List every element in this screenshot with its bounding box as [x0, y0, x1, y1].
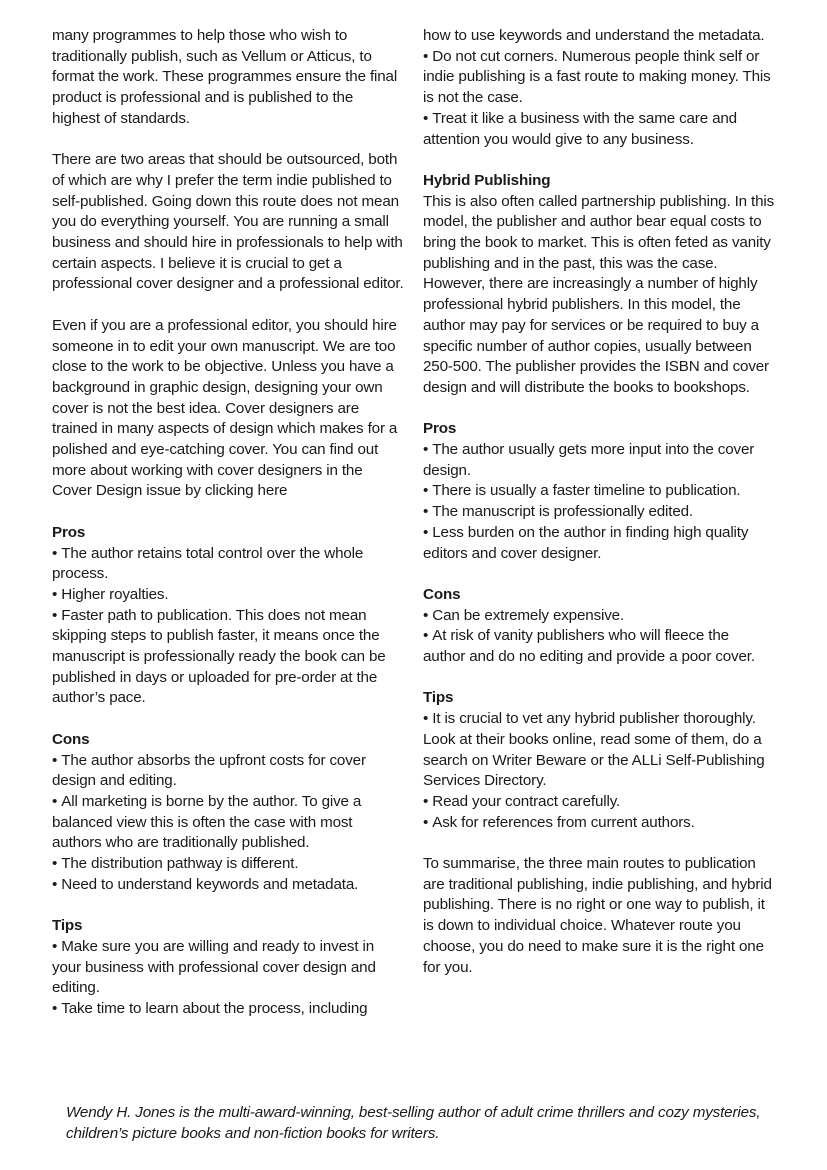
hybrid-pros-heading: Pros [423, 420, 457, 438]
indie-tips-item: • Make sure you are willing and ready to invest in your business with professional cover design and editing. [52, 937, 404, 999]
hybrid-pros-item: • The author usually gets more input into the cover design. [423, 440, 775, 481]
indie-tips-section [52, 916, 404, 1020]
indie-tips-continued [423, 26, 775, 150]
indie-pros-item: • Higher royalties. [52, 585, 404, 606]
hybrid-pros-section [423, 419, 775, 564]
indie-pros-section [52, 523, 404, 709]
hybrid-tips-item: • Ask for references from current authors. [423, 813, 775, 834]
paragraph-outsourcing: There are two areas that should be outsourced, both of which are why I prefer the term indie published to self-published. Going down this route does not mean you do everything yourself. You are running a small business and should hire in professionals to help with certain aspects. I believe it is crucial to get a professional cover designer and a professional editor. [52, 151, 404, 293]
indie-cons-item: • All marketing is borne by the author. To give a balanced view this is often the case with most authors who are traditionally published. [52, 792, 404, 854]
hybrid-pros-item: • There is usually a faster timeline to publication. [423, 481, 775, 502]
indie-tips-item: • Take time to learn about the process, including [52, 999, 404, 1020]
paragraph-formatting-programmes: many programmes to help those who wish to traditionally publish, such as Vellum or Atticus, to format the work. These programmes ensure the final product is professional and is published to the highest of standards. [52, 27, 398, 127]
paragraph-editor-and-cover-text: Even if you are a professional editor, you should hire someone in to edit your own manuscript. We are too close to the work to be objective. Unless you have a background in graphic design, designing your own cover is not the best idea. Cover designers are trained in many aspects of design which makes for a polished and eye-catching cover. You can find out more about working with cover designers in the Cover Design issue by clicking here [52, 316, 398, 500]
hybrid-cons-heading: Cons [423, 585, 461, 603]
paragraph-editor-and-cover [52, 316, 404, 502]
hybrid-cons-section [423, 585, 775, 668]
indie-pros-item: • The author retains total control over the whole process. [52, 544, 404, 585]
left-column [52, 26, 404, 1020]
hybrid-tips-item: • It is crucial to vet any hybrid publisher thoroughly. Look at their books online, read some of them, do a search on Writer Beware or the ALLi Self-Publishing Services Directory. [423, 709, 775, 792]
hybrid-pros-item: • Less burden on the author in finding high quality editors and cover designer. [423, 523, 775, 564]
indie-tips-continuation: how to use keywords and understand the metadata. [423, 27, 765, 44]
hybrid-publishing-paragraph: This is also often called partnership publishing. In this model, the publisher and author bear equal costs to bring the book to market. This is often feted as vanity publishing and in the past, this was the case. However, there are increasingly a number of highly professional hybrid publishers. In this model, the author may pay for services or be required to buy a specific number of author copies, usually between 250-500. The publisher provides the ISBN and cover design and will distribute the books to bookshops. [423, 192, 775, 396]
indie-tips-item: • Treat it like a business with the same care and attention you would give to any business. [423, 109, 775, 150]
indie-cons-item: • The distribution pathway is different. [52, 854, 404, 875]
hybrid-tips-item: • Read your contract carefully. [423, 792, 775, 813]
hybrid-pros-item: • The manuscript is professionally edited. [423, 502, 775, 523]
hybrid-cons-item: • Can be extremely expensive. [423, 606, 775, 627]
indie-pros-item: • Faster path to publication. This does not mean skipping steps to publish faster, it means once the manuscript is professionally ready the book can be published in days or uploaded for pre-order at the author’s pace. [52, 606, 404, 710]
indie-pros-heading: Pros [52, 523, 86, 541]
indie-cons-item: • The author absorbs the upfront costs for cover design and editing. [52, 751, 404, 792]
indie-tips-item: • Do not cut corners. Numerous people think self or indie publishing is a fast route to making money. This is not the case. [423, 47, 775, 109]
hybrid-cons-item: • At risk of vanity publishers who will fleece the author and do no editing and provide a poor cover. [423, 626, 775, 667]
author-bio: Wendy H. Jones is the multi-award-winning, best-selling author of adult crime thrillers and cozy mysteries, children’s picture books and non-fiction books for writers. [66, 1104, 761, 1142]
indie-cons-item: • Need to understand keywords and metadata. [52, 875, 404, 896]
hybrid-tips-heading: Tips [423, 689, 454, 707]
summary-paragraph: To summarise, the three main routes to publication are traditional publishing, indie publishing, and hybrid publishing. There is no right or one way to publish, it is down to individual choice. Whatever route you choose, you do need to make sure it is the right one for you. [423, 855, 772, 976]
indie-tips-heading: Tips [52, 917, 83, 935]
hybrid-publishing-heading: Hybrid Publishing [423, 171, 551, 189]
indie-cons-section [52, 730, 404, 896]
indie-cons-heading: Cons [52, 730, 90, 748]
right-column [423, 26, 775, 978]
hybrid-tips-section [423, 688, 775, 833]
